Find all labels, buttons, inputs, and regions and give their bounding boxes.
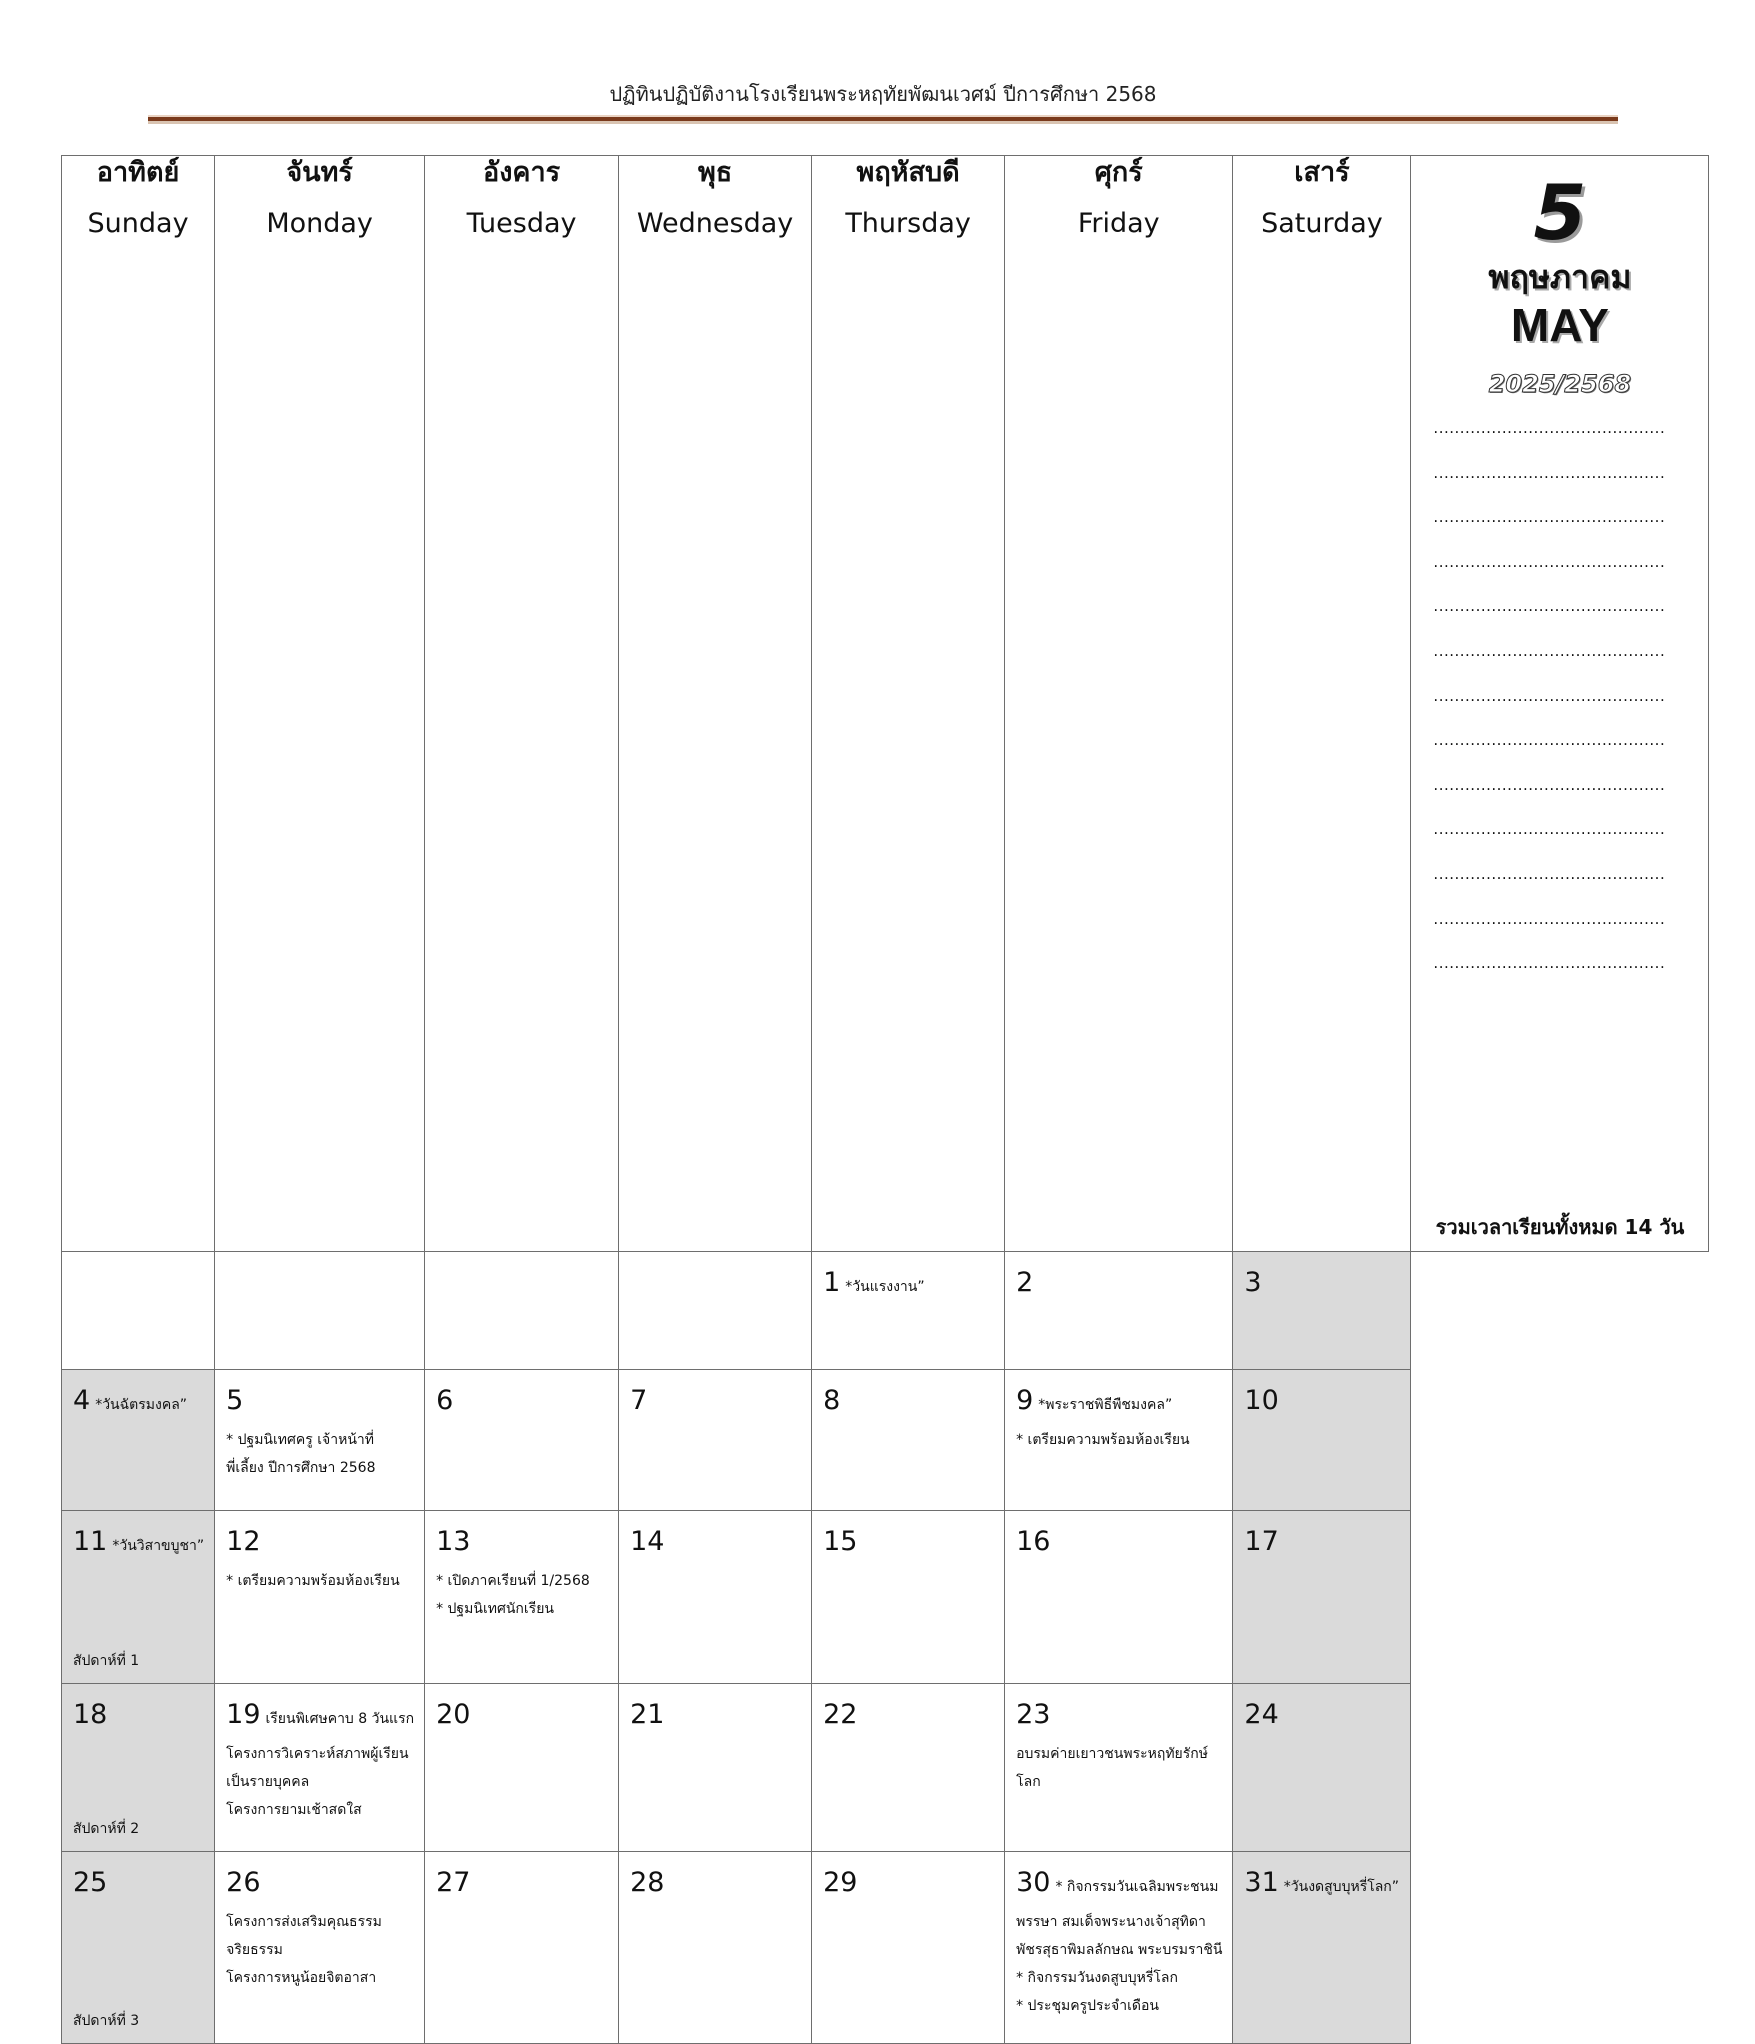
day-cell xyxy=(1005,1252,1233,1370)
weekday-thai-label: ศุกร์ xyxy=(1094,157,1143,188)
day-event-list xyxy=(226,1908,414,1992)
dotted-note-line: ............................................ xyxy=(1433,775,1666,794)
week-row xyxy=(62,1252,1709,1370)
calendar-body xyxy=(62,1252,1709,2044)
day-event: พรรษา สมเด็จพระนางเจ้าสุทิดา xyxy=(1016,1914,1206,1930)
day-number: 20 xyxy=(436,1699,471,1730)
day-event: โครงการหนูน้อยจิตอาสา xyxy=(226,1970,377,1986)
day-cell xyxy=(62,1252,215,1370)
day-cell-content xyxy=(62,1370,214,1426)
weekday-thai-label: พฤหัสบดี xyxy=(856,157,960,188)
month-thai-name: พฤษภาคม xyxy=(1488,258,1632,296)
day-cell-content xyxy=(812,1684,1004,1740)
day-cell-content xyxy=(812,1252,1004,1308)
day-cell xyxy=(62,1852,215,2044)
day-header-line xyxy=(1016,1698,1222,1732)
dotted-note-line: ............................................ xyxy=(1433,864,1666,883)
week-row xyxy=(62,1370,1709,1511)
day-event: โลก xyxy=(1016,1774,1041,1790)
dotted-note-line: ............................................ xyxy=(1433,641,1666,660)
day-cell xyxy=(215,1852,425,2044)
weekday-thai-label: อาทิตย์ xyxy=(96,157,180,188)
day-number: 19 xyxy=(226,1699,261,1730)
month-panel-inner xyxy=(1411,156,1708,1251)
day-cell-content xyxy=(812,1852,1004,1908)
day-cell xyxy=(1233,1370,1411,1511)
week-row xyxy=(62,1852,1709,2044)
day-number: 23 xyxy=(1016,1699,1051,1730)
weekday-header xyxy=(812,156,1005,1252)
day-event: โครงการวิเคราะห์สภาพผู้เรียน xyxy=(226,1746,409,1762)
dotted-note-line: ............................................ xyxy=(1433,463,1666,482)
day-number: 7 xyxy=(630,1385,648,1416)
dotted-note-line: ............................................ xyxy=(1433,597,1666,616)
day-cell xyxy=(1233,1511,1411,1684)
day-cell xyxy=(1005,1852,1233,2044)
day-number: 22 xyxy=(823,1699,858,1730)
weekday-english-label: Thursday xyxy=(845,208,971,239)
day-number: 8 xyxy=(823,1385,841,1416)
day-cell xyxy=(62,1511,215,1684)
day-cell-content xyxy=(1233,1370,1410,1426)
day-event: * ประชุมครูประจำเดือน xyxy=(1016,1998,1159,2014)
day-cell-content xyxy=(1005,1852,1232,2028)
day-cell-content xyxy=(425,1684,618,1740)
day-cell-content xyxy=(62,1684,214,1740)
day-cell xyxy=(619,1370,812,1511)
day-header-line xyxy=(823,1866,994,1900)
dotted-note-line: ............................................ xyxy=(1433,552,1666,571)
day-header-line xyxy=(1016,1866,1222,1900)
day-cell xyxy=(425,1684,619,1852)
day-cell-content xyxy=(425,1511,618,1631)
day-number: 29 xyxy=(823,1867,858,1898)
day-number: 4 xyxy=(73,1385,91,1416)
day-cell xyxy=(425,1852,619,2044)
day-cell xyxy=(619,1252,812,1370)
day-cell xyxy=(1233,1852,1411,2044)
day-cell-content xyxy=(1233,1684,1410,1740)
day-number: 31 xyxy=(1244,1867,1279,1898)
day-header-line xyxy=(823,1698,994,1732)
day-event: จริยธรรม xyxy=(226,1942,283,1958)
day-cell-content xyxy=(812,1511,1004,1567)
document-title: ปฏิทินปฏิบัติงานโรงเรียนพระหฤทัยพัฒนเวศม์ ปีการศึกษา 2568 xyxy=(609,82,1157,106)
day-event: * เตรียมความพร้อมห้องเรียน xyxy=(1016,1432,1190,1448)
day-cell xyxy=(215,1252,425,1370)
day-cell-content xyxy=(1233,1852,1410,1908)
day-number: 6 xyxy=(436,1385,454,1416)
weekday-header xyxy=(215,156,425,1252)
day-cell xyxy=(1005,1684,1233,1852)
day-cell xyxy=(62,1370,215,1511)
weekday-header xyxy=(1233,156,1411,1252)
day-header-line xyxy=(436,1384,608,1418)
day-number: 15 xyxy=(823,1526,858,1557)
weekday-thai-label: พุธ xyxy=(697,157,733,188)
day-header-line xyxy=(73,1384,204,1418)
day-event-list xyxy=(1016,1740,1222,1796)
day-event-list xyxy=(1016,1426,1222,1454)
weekday-header-row xyxy=(62,156,1709,1252)
day-number: 5 xyxy=(226,1385,244,1416)
day-cell-content xyxy=(619,1252,811,1274)
day-header-line xyxy=(823,1384,994,1418)
day-cell-content xyxy=(62,1252,214,1274)
week-row xyxy=(62,1511,1709,1684)
month-year: 2025/2568 xyxy=(1488,370,1632,398)
day-cell xyxy=(215,1511,425,1684)
day-cell-content xyxy=(215,1370,424,1490)
total-study-days: รวมเวลาเรียนทั้งหมด 14 วัน xyxy=(1435,1215,1685,1239)
day-number: 16 xyxy=(1016,1526,1051,1557)
day-number: 10 xyxy=(1244,1385,1279,1416)
weekday-english-label: Tuesday xyxy=(466,208,577,239)
day-holiday-note: เรียนพิเศษคาบ 8 วันแรก xyxy=(265,1711,415,1727)
weekday-thai-label: อังคาร xyxy=(483,157,561,188)
day-number: 13 xyxy=(436,1526,471,1557)
day-cell xyxy=(619,1511,812,1684)
day-cell xyxy=(812,1511,1005,1684)
day-header-line xyxy=(1016,1525,1222,1559)
day-event: อบรมค่ายเยาวชนพระหฤทัยรักษ์ xyxy=(1016,1746,1208,1762)
day-header-line xyxy=(73,1866,204,1900)
day-event: โครงการส่งเสริมคุณธรรม xyxy=(226,1914,382,1930)
day-cell xyxy=(812,1684,1005,1852)
weekday-english-label: Saturday xyxy=(1261,208,1383,239)
week-row xyxy=(62,1684,1709,1852)
dotted-note-line: ............................................ xyxy=(1433,419,1666,437)
day-cell-content xyxy=(1005,1252,1232,1308)
day-holiday-note: *วันงดสูบบุหรี่โลก” xyxy=(1283,1879,1400,1895)
week-number-label: สัปดาห์ที่ 2 xyxy=(73,1821,140,1837)
day-cell-content xyxy=(619,1684,811,1740)
day-number: 12 xyxy=(226,1526,261,1557)
month-english-name: MAY xyxy=(1510,299,1609,351)
day-number: 14 xyxy=(630,1526,665,1557)
day-header-line xyxy=(823,1266,994,1300)
day-cell xyxy=(215,1370,425,1511)
day-event: * ปฐมนิเทศครู เจ้าหน้าที่ xyxy=(226,1432,374,1448)
notes-lines xyxy=(1433,418,1690,998)
dotted-note-line: ............................................ xyxy=(1433,686,1666,705)
dotted-note-line: ............................................ xyxy=(1433,731,1666,750)
day-cell-content xyxy=(619,1511,811,1567)
day-cell xyxy=(1233,1252,1411,1370)
day-cell xyxy=(425,1252,619,1370)
day-cell xyxy=(1005,1370,1233,1511)
dotted-note-line: ............................................ xyxy=(1433,954,1666,973)
day-header-line xyxy=(1016,1266,1222,1300)
day-event-list xyxy=(226,1567,414,1595)
day-header-line xyxy=(1244,1866,1400,1900)
day-number: 3 xyxy=(1244,1267,1262,1298)
day-cell-content xyxy=(1233,1252,1410,1308)
day-cell xyxy=(425,1511,619,1684)
day-cell xyxy=(619,1684,812,1852)
weekday-english-label: Monday xyxy=(266,208,373,239)
weekday-english-label: Sunday xyxy=(87,208,189,239)
day-header-line xyxy=(1016,1384,1222,1418)
day-header-line xyxy=(630,1866,801,1900)
day-holiday-note: *วันแรงงาน” xyxy=(845,1279,925,1295)
day-number: 30 xyxy=(1016,1867,1051,1898)
title-divider xyxy=(148,115,1618,124)
day-number: 11 xyxy=(73,1526,108,1557)
day-cell-content xyxy=(62,1852,214,1908)
day-event: เป็นรายบุคคล xyxy=(226,1774,310,1790)
day-number: 21 xyxy=(630,1699,665,1730)
day-event: พี่เลี้ยง ปีการศึกษา 2568 xyxy=(226,1460,376,1476)
day-cell-content xyxy=(619,1852,811,1908)
day-cell xyxy=(812,1370,1005,1511)
day-header-line xyxy=(630,1525,801,1559)
day-header-line xyxy=(823,1525,994,1559)
weekday-english-label: Wednesday xyxy=(636,208,794,239)
dotted-note-line: ............................................ xyxy=(1433,820,1666,839)
day-cell xyxy=(425,1370,619,1511)
day-header-line xyxy=(226,1866,414,1900)
day-header-line xyxy=(436,1866,608,1900)
day-cell-content xyxy=(1233,1511,1410,1567)
day-cell xyxy=(1005,1511,1233,1684)
day-number: 9 xyxy=(1016,1385,1034,1416)
day-header-line xyxy=(226,1384,414,1418)
month-panel xyxy=(1411,156,1709,1252)
day-number: 1 xyxy=(823,1267,841,1298)
day-cell-content xyxy=(425,1370,618,1426)
day-header-line xyxy=(1244,1698,1400,1732)
day-cell-content xyxy=(1005,1370,1232,1462)
day-holiday-note: *วันวิสาขบูชา” xyxy=(112,1538,205,1554)
day-cell xyxy=(812,1252,1005,1370)
day-event: * ปฐมนิเทศนักเรียน xyxy=(436,1601,554,1617)
day-number: 26 xyxy=(226,1867,261,1898)
weekday-header xyxy=(425,156,619,1252)
day-event: พัชรสุธาพิมลลักษณ พระบรมราชินี xyxy=(1016,1942,1223,1958)
day-event: * เปิดภาคเรียนที่ 1/2568 xyxy=(436,1573,590,1589)
day-event-list xyxy=(226,1426,414,1482)
day-cell-content xyxy=(215,1511,424,1603)
day-cell xyxy=(215,1684,425,1852)
day-event-list xyxy=(436,1567,608,1623)
day-event: * เตรียมความพร้อมห้องเรียน xyxy=(226,1573,400,1589)
day-cell xyxy=(1233,1684,1411,1852)
dotted-note-line: ............................................ xyxy=(1433,909,1666,928)
day-event-list xyxy=(1016,1908,1222,2020)
day-header-line xyxy=(226,1698,414,1732)
day-cell-content xyxy=(215,1252,424,1274)
day-number: 18 xyxy=(73,1699,108,1730)
day-cell-content xyxy=(215,1852,424,2000)
day-number: 27 xyxy=(436,1867,471,1898)
day-header-line xyxy=(630,1698,801,1732)
day-header-line xyxy=(1244,1266,1400,1300)
day-cell-content xyxy=(425,1252,618,1274)
day-cell-content xyxy=(1005,1511,1232,1567)
day-cell-content xyxy=(1005,1684,1232,1804)
weekday-thai-label: จันทร์ xyxy=(286,157,353,188)
day-cell-content xyxy=(812,1370,1004,1426)
day-cell xyxy=(812,1852,1005,2044)
day-holiday-note: *วันฉัตรมงคล” xyxy=(95,1397,188,1413)
day-holiday-note: *พระราชพิธีพืชมงคล” xyxy=(1038,1397,1173,1413)
weekday-header xyxy=(62,156,215,1252)
day-header-line xyxy=(1244,1525,1400,1559)
weekday-english-label: Friday xyxy=(1077,208,1160,239)
month-number: 5 xyxy=(1533,168,1587,257)
day-cell-content xyxy=(62,1511,214,1567)
day-event-list xyxy=(226,1740,414,1824)
day-cell xyxy=(619,1852,812,2044)
day-cell xyxy=(62,1684,215,1852)
week-number-label: สัปดาห์ที่ 3 xyxy=(73,2013,140,2029)
day-header-line xyxy=(630,1384,801,1418)
day-number: 2 xyxy=(1016,1267,1034,1298)
day-event: โครงการยามเช้าสดใส xyxy=(226,1802,362,1818)
day-number: 28 xyxy=(630,1867,665,1898)
day-cell-content xyxy=(425,1852,618,1908)
day-header-line xyxy=(436,1525,608,1559)
day-cell-content xyxy=(215,1684,424,1832)
day-holiday-note: * กิจกรรมวันเฉลิมพระชนม xyxy=(1055,1879,1219,1895)
weekday-header xyxy=(1005,156,1233,1252)
dotted-note-line: ............................................ xyxy=(1433,508,1666,527)
weekday-thai-label: เสาร์ xyxy=(1294,157,1350,188)
day-header-line xyxy=(73,1525,204,1559)
day-number: 24 xyxy=(1244,1699,1279,1730)
day-header-line xyxy=(226,1525,414,1559)
day-number: 17 xyxy=(1244,1526,1279,1557)
week-number-label: สัปดาห์ที่ 1 xyxy=(73,1653,140,1669)
day-header-line xyxy=(436,1698,608,1732)
day-cell-content xyxy=(619,1370,811,1426)
day-number: 25 xyxy=(73,1867,108,1898)
weekday-header xyxy=(619,156,812,1252)
calendar-table xyxy=(61,155,1709,2044)
day-header-line xyxy=(1244,1384,1400,1418)
day-event: * กิจกรรมวันงดสูบบุหรี่โลก xyxy=(1016,1970,1178,1986)
day-header-line xyxy=(73,1698,204,1732)
